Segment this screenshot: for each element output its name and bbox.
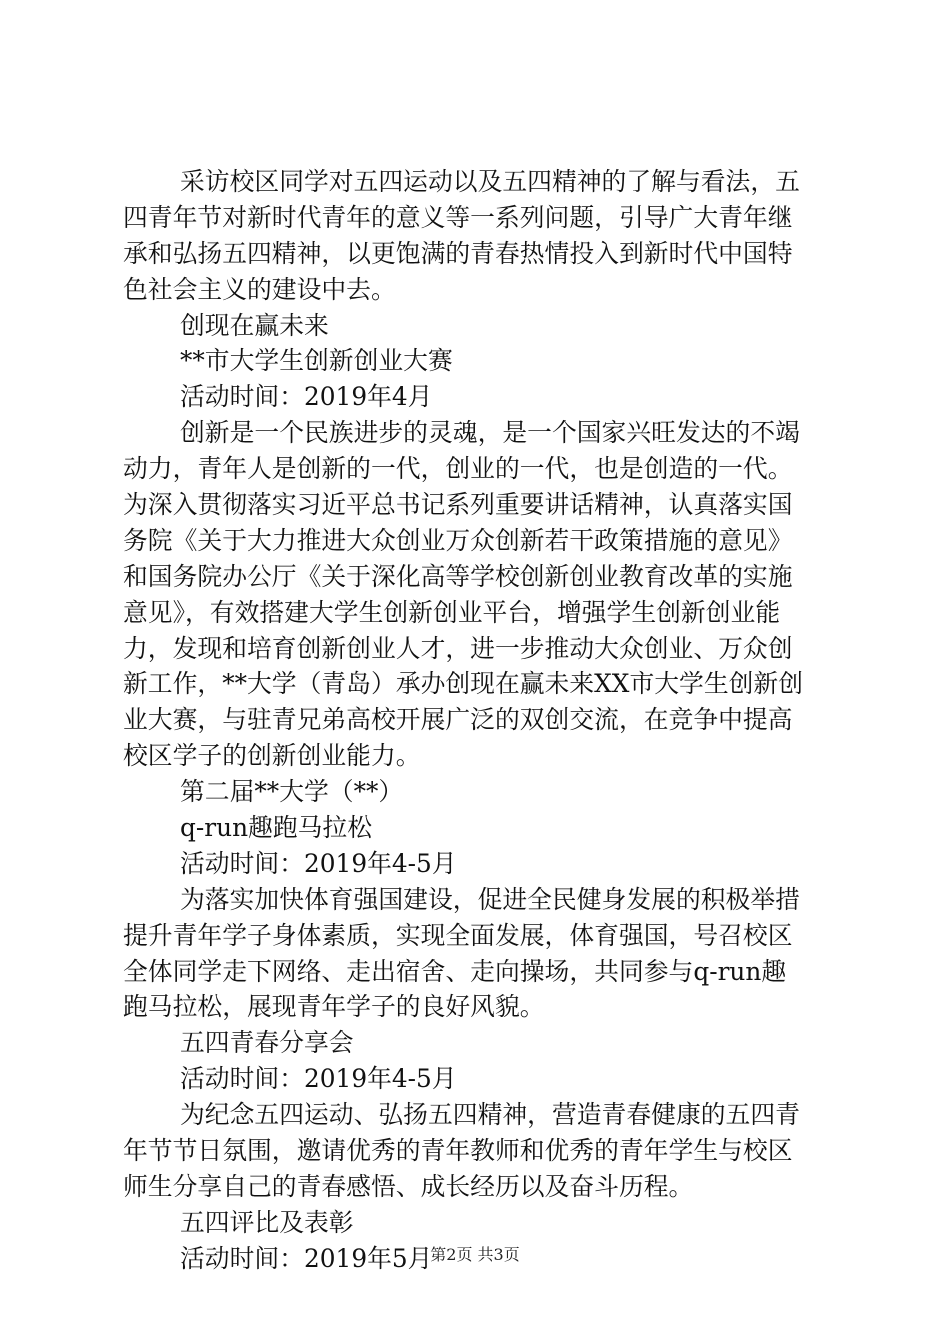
text-line: 为落实加快体育强国建设，促进全民健身发展的积极举措 [180,884,800,914]
text-line: 四青年节对新时代青年的意义等一系列问题，引导广大青年继 [123,202,793,232]
text-line: 业大赛，与驻青兄弟高校开展广泛的双创交流，在竞争中提高 [123,705,793,735]
document-body [123,164,835,1277]
text-line: 力，发现和培育创新创业人才，进一步推动大众创业、万众创 [123,633,793,663]
text-line: 色社会主义的建设中去。 [123,274,396,304]
text-line: 跑马拉松，展现青年学子的良好风貌。 [123,992,545,1022]
activity-time: 活动时间：2019年4-5月 [180,1064,457,1094]
text-line: 师生分享自己的青春感悟、成长经历以及奋斗历程。 [123,1171,694,1201]
section-title: 创现在赢未来 [180,310,329,340]
section-title: 五四青春分享会 [180,1028,354,1058]
text-line: 新工作，**大学（青岛）承办创现在赢未来XX市大学生创新创 [123,669,804,699]
activity-time: 活动时间：2019年4-5月 [180,848,457,878]
text-line: 和国务院办公厅《关于深化高等学校创新创业教育改革的实施 [123,561,793,591]
activity-time: 活动时间：2019年5月 [180,1243,433,1273]
text-line: 务院《关于大力推进大众创业万众创新若干政策措施的意见》 [123,525,793,555]
text-line: 为纪念五四运动、弘扬五四精神，营造青春健康的五四青 [180,1100,800,1130]
text-line: 承和弘扬五四精神，以更饱满的青春热情投入到新时代中国特 [123,238,793,268]
text-line: 创新是一个民族进步的灵魂，是一个国家兴旺发达的不竭 [180,418,800,448]
page-number-footer: 第2页 共3页 [430,1245,520,1264]
text-line: 年节节日氛围，邀请优秀的青年教师和优秀的青年学生与校区 [123,1136,793,1166]
text-line: 意见》，有效搭建大学生创新创业平台，增强学生创新创业能 [123,597,781,627]
activity-time: 活动时间：2019年4月 [180,382,433,412]
text-line: 提升青年学子身体素质，实现全面发展，体育强国，号召校区 [123,920,793,950]
text-line: 动力，青年人是创新的一代，创业的一代，也是创造的一代。 [123,454,793,484]
section-title: 第二届**大学（**） [180,777,404,807]
text-line: 校区学子的创新创业能力。 [123,741,421,771]
section-subtitle: q-run趣跑马拉松 [180,813,373,843]
section-title: 五四评比及表彰 [180,1207,354,1237]
section-subtitle: **市大学生创新创业大赛 [180,346,453,376]
text-line: 全体同学走下网络、走出宿舍、走向操场，共同参与q-run趣 [123,956,787,986]
text-line: 为深入贯彻落实习近平总书记系列重要讲话精神，认真落实国 [123,490,793,520]
text-line: 采访校区同学对五四运动以及五四精神的了解与看法，五 [180,167,800,196]
